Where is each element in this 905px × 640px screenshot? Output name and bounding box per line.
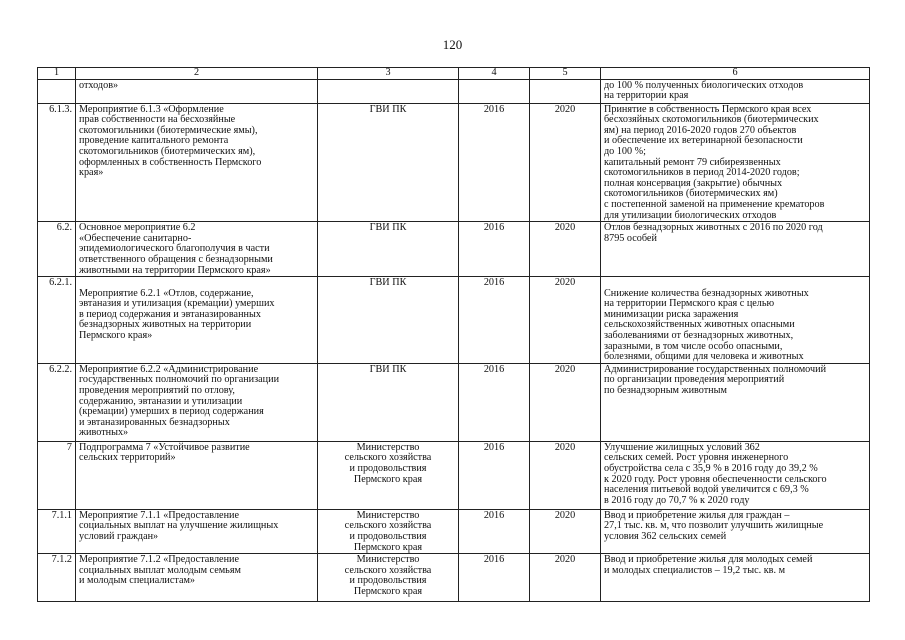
executor-cell: ГВИ ПК	[318, 277, 459, 364]
item-number-cell: 6.2.	[38, 222, 76, 277]
item-number-cell: 7.1.1	[38, 509, 76, 553]
program-table	[37, 67, 870, 602]
activity-name-cell: Мероприятие 6.1.3 «Оформление прав собственности на бесхозяйные скотомогильники (биотермические ямы), проведение капитального ремонта скотомогильников (биотермических ям), оформленных в собственность Пермского края»	[76, 103, 318, 222]
executor-cell: ГВИ ПК	[318, 103, 459, 222]
start-year-cell: 2016	[459, 363, 530, 441]
start-year-cell: 2016	[459, 509, 530, 553]
end-year-cell: 2020	[530, 509, 601, 553]
item-number-cell: 6.2.2.	[38, 363, 76, 441]
page-number: 120	[442, 37, 463, 52]
expected-result-cell: Снижение количества безнадзорных животных на территории Пермского края с целью минимизации риска заражения сельскохозяйственных животных опасными заболеваниями от безнадзорных животных, заразными, в том числе особо опасными, болезнями, общими для человека и животных	[601, 277, 870, 364]
table-row	[38, 103, 870, 222]
header-cell: 1	[38, 68, 76, 80]
item-number-cell	[38, 79, 76, 103]
start-year-cell	[459, 79, 530, 103]
executor-cell: Министерство сельского хозяйства и продовольствия Пермского края	[318, 441, 459, 509]
activity-name-cell: Мероприятие 7.1.2 «Предоставление социальных выплат молодым семьям и молодым специалистам»	[76, 554, 318, 602]
activity-name-cell: Подпрограмма 7 «Устойчивое развитие сельских территорий»	[76, 441, 318, 509]
expected-result-cell: Ввод и приобретение жилья для граждан – 27,1 тыс. кв. м, что позволит улучшить жилищные условия 362 сельских семей	[601, 509, 870, 553]
start-year-cell: 2016	[459, 441, 530, 509]
item-number-cell: 7	[38, 441, 76, 509]
expected-result-cell: Принятие в собственность Пермского края всех бесхозяйных скотомогильников (биотермических ям) на период 2016-2020 годов 270 объектов и обеспечение их ветеринарной безопасности до 100 %; капитальный ремонт 79 сибиреязвенных скотомогильников в период 2014-2020 годов; полная консервация (закрытие) обычных скотомогильников (биотермических ям) с постепенной заменой на применение крематоров для утилизации биологических отходов	[601, 103, 870, 222]
executor-cell: ГВИ ПК	[318, 222, 459, 277]
end-year-cell: 2020	[530, 222, 601, 277]
expected-result-cell: Ввод и приобретение жилья для молодых семей и молодых специалистов – 19,2 тыс. кв. м	[601, 554, 870, 602]
header-cell: 6	[601, 68, 870, 80]
executor-cell	[318, 79, 459, 103]
end-year-cell: 2020	[530, 103, 601, 222]
item-number-cell: 6.2.1.	[38, 277, 76, 364]
item-number-cell: 6.1.3.	[38, 103, 76, 222]
activity-name-cell: Мероприятие 6.2.2 «Администрирование государственных полномочий по организации проведения мероприятий по отлову, содержанию, эвтаназии и утилизации (кремации) умерших в период содержания и эвтаназированных безнадзорных животных»	[76, 363, 318, 441]
expected-result-cell: Отлов безнадзорных животных с 2016 по 2020 год 8795 особей	[601, 222, 870, 277]
item-number-cell: 7.1.2	[38, 554, 76, 602]
header-cell: 2	[76, 68, 318, 80]
activity-name-cell: Основное мероприятие 6.2 «Обеспечение санитарно- эпидемиологического благополучия в части ответственного обращения с безнадзорными животными на территории Пермского края»	[76, 222, 318, 277]
executor-cell: Министерство сельского хозяйства и продовольствия Пермского края	[318, 509, 459, 553]
end-year-cell: 2020	[530, 363, 601, 441]
end-year-cell: 2020	[530, 554, 601, 602]
table-row	[38, 222, 870, 277]
activity-name-cell: отходов»	[76, 79, 318, 103]
expected-result-cell: до 100 % полученных биологических отходов на территории края	[601, 79, 870, 103]
column-number-header	[38, 68, 870, 80]
start-year-cell: 2016	[459, 222, 530, 277]
header-cell: 5	[530, 68, 601, 80]
end-year-cell	[530, 79, 601, 103]
end-year-cell: 2020	[530, 277, 601, 364]
end-year-cell: 2020	[530, 441, 601, 509]
table-row	[38, 441, 870, 509]
activity-name-cell: Мероприятие 7.1.1 «Предоставление социальных выплат на улучшение жилищных условий граждан»	[76, 509, 318, 553]
executor-cell: Министерство сельского хозяйства и продовольствия Пермского края	[318, 554, 459, 602]
header-cell: 3	[318, 68, 459, 80]
table-row	[38, 79, 870, 103]
start-year-cell: 2016	[459, 554, 530, 602]
activity-name-cell: Мероприятие 6.2.1 «Отлов, содержание, эвтаназия и утилизация (кремации) умерших в период содержания и эвтаназированных безнадзорных животных на территории Пермского края»	[76, 277, 318, 364]
start-year-cell: 2016	[459, 277, 530, 364]
table-row	[38, 277, 870, 364]
table-row	[38, 554, 870, 602]
start-year-cell: 2016	[459, 103, 530, 222]
executor-cell: ГВИ ПК	[318, 363, 459, 441]
header-cell: 4	[459, 68, 530, 80]
expected-result-cell: Администрирование государственных полномочий по организации проведения мероприятий по безнадзорным животным	[601, 363, 870, 441]
table-row	[38, 509, 870, 553]
table-row	[38, 363, 870, 441]
expected-result-cell: Улучшение жилищных условий 362 сельских семей. Рост уровня инженерного обустройства села с 35,9 % в 2016 году до 39,2 % к 2020 году. Рост уровня обеспеченности сельского населения питьевой водой увеличится с 69,3 % в 2016 году до 70,7 % к 2020 году	[601, 441, 870, 509]
